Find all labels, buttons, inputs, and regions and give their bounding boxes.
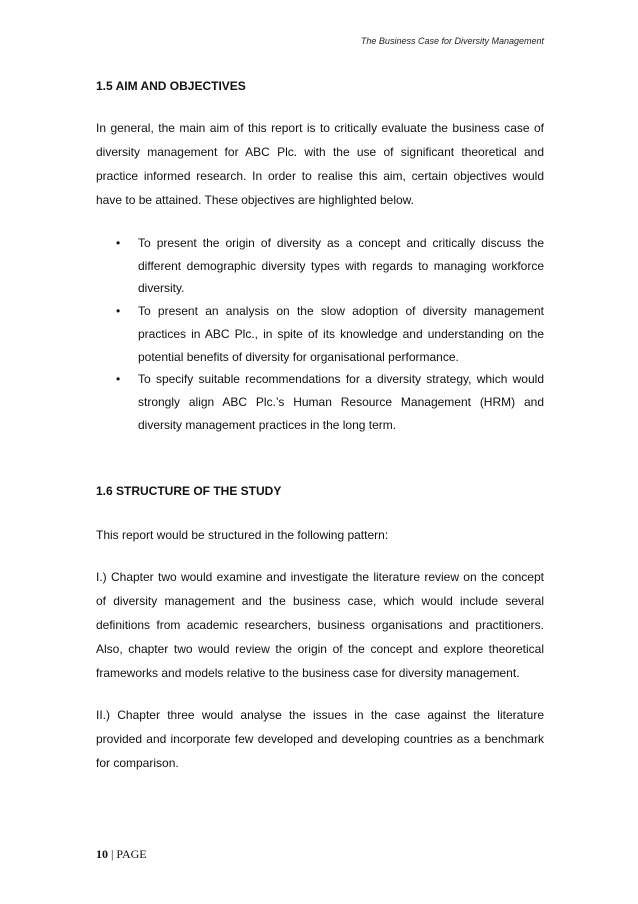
bullet-icon: • <box>116 304 121 319</box>
running-header: The Business Case for Diversity Management <box>360 36 544 46</box>
objectives-list <box>96 232 544 436</box>
objective-item <box>96 232 544 300</box>
aim-paragraph: In general, the main aim of this report is to critically evaluate the business case of diversity management for ABC Plc. with the use of significant theoretical and practice informed research. In order to realise this aim, certain objectives would have to be attained. These objectives are highlighted below. <box>96 121 544 207</box>
structure-item-chapter-two: I.) Chapter two would examine and investigate the literature review on the concept of diversity management and the business case, which would include several definitions from academic researchers, business organisations and practitioners. Also, chapter two would review the origin of the concept and explore theoretical frameworks and models relative to the business case for diversity management. <box>96 570 544 681</box>
objective-item <box>96 368 544 436</box>
bullet-icon: • <box>116 236 121 250</box>
section-heading-aim-objectives: 1.5 AIM AND OBJECTIVES <box>96 79 246 93</box>
structure-item-chapter-three: II.) Chapter three would analyse the issues in the case against the literature provided and incorporate few developed and developing countries as a benchmark for comparison. <box>96 708 544 771</box>
page-footer <box>96 847 147 862</box>
objective-item <box>96 300 544 368</box>
objective-text: To specify suitable recommendations for a diversity strategy, which would strongly align ABC Plc.’s Human Resource Management (HRM) and diversity management practices in the long term. <box>138 372 544 432</box>
objective-text: To present an analysis on the slow adoption of diversity management practices in ABC Plc., in spite of its knowledge and understanding on the potential benefits of diversity for organisational performance. <box>138 304 544 364</box>
page-label: PAGE <box>116 847 147 861</box>
footer-separator: | <box>108 847 117 861</box>
page-content <box>96 78 544 775</box>
bullet-icon: • <box>116 372 121 387</box>
section-heading-structure: 1.6 STRUCTURE OF THE STUDY <box>96 484 282 499</box>
structure-intro: This report would be structured in the following pattern: <box>96 528 389 543</box>
page-number: 10 <box>96 847 108 861</box>
objective-text: To present the origin of diversity as a concept and critically discuss the different demographic diversity types with regards to managing workforce diversity. <box>138 236 544 296</box>
